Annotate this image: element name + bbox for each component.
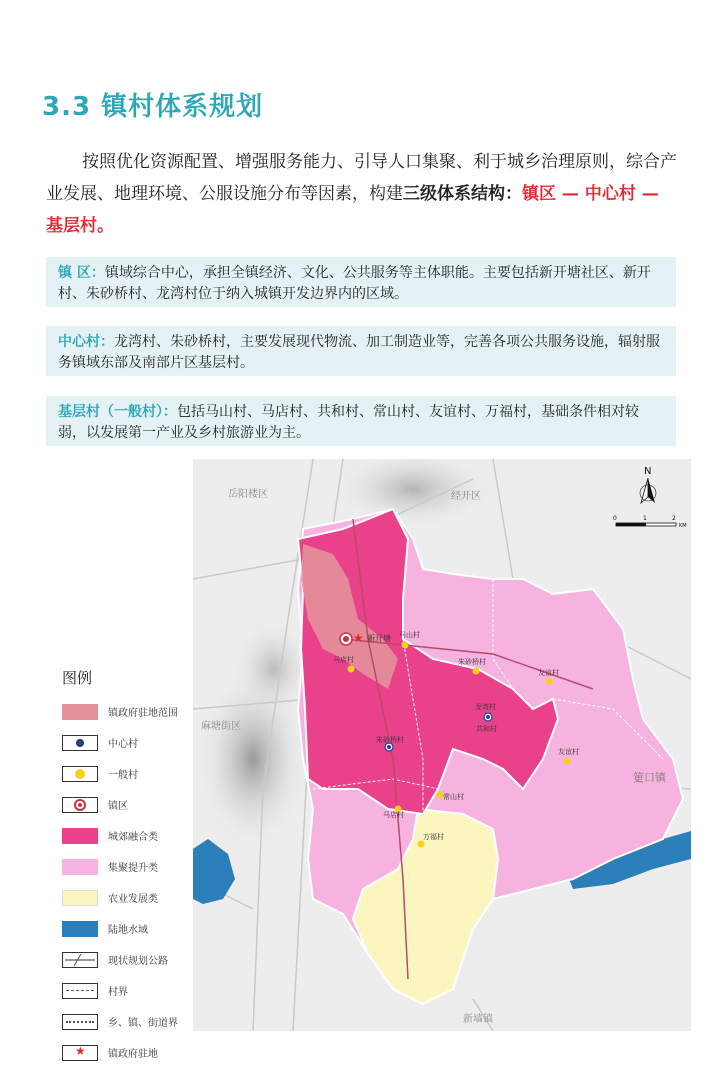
legend-item: 镇政府驻地范围: [62, 696, 202, 727]
legend-item: 现状规划公路: [62, 944, 202, 975]
map-legend: [62, 667, 202, 1068]
legend-swatch: [62, 859, 98, 875]
svg-text:2: 2: [672, 515, 676, 522]
legend-item: 村界: [62, 975, 202, 1006]
legend-item: 城郊融合类: [62, 820, 202, 851]
map-village-label: 朱砂桥村: [376, 736, 404, 744]
legend-swatch: [62, 921, 98, 937]
map-village-label: 马山村: [399, 631, 420, 639]
map-village-label: 常山村: [443, 793, 464, 801]
box-text: 镇域综合中心，承担全镇经济、文化、公共服务等主体职能。主要包括新开塘社区、新开村、朱砂桥村、龙湾村位于纳入城镇开发边界内的区域。: [58, 265, 651, 302]
page-title: 3.3 镇村体系规划: [42, 92, 264, 122]
intro-bold: 三级体系结构：: [403, 184, 522, 204]
legend-swatch: [62, 828, 98, 844]
legend-item: 镇区: [62, 789, 202, 820]
legend-item: ★ 镇政府驻地: [62, 1037, 202, 1068]
region-label: 岳阳楼区: [228, 489, 268, 500]
legend-swatch: [62, 952, 98, 968]
government-star-marker: ★: [353, 631, 364, 645]
legend-item: 一般村: [62, 758, 202, 789]
map-village-label: 共和村: [476, 725, 497, 733]
box-town-area: [46, 257, 676, 307]
legend-item: 农业发展类: [62, 882, 202, 913]
box-text: 龙湾村、朱砂桥村，主要发展现代物流、加工制造业等，完善各项公共服务设施，辐射服务镇域东部及南部片区基层村。: [58, 334, 660, 371]
legend-title: 图例: [62, 669, 93, 687]
legend-swatch: [62, 797, 98, 813]
legend-item: 集聚提升类: [62, 851, 202, 882]
legend-swatch: [62, 766, 98, 782]
svg-text:KM: KM: [679, 523, 687, 529]
svg-text:0: 0: [613, 515, 617, 522]
box-label: 基层村（一般村）：: [58, 404, 177, 420]
legend-item: 乡、镇、街道界: [62, 1006, 202, 1037]
box-label: 镇 区：: [58, 265, 105, 281]
legend-swatch: ★: [62, 1045, 98, 1061]
region-label: 新墙镇: [463, 1014, 493, 1025]
intro-text: 按照优化资源配置、增强服务能力、引导人口集聚、利于城乡治理原则，综合产业发展、地理环境、公服设施分布等因素，构建: [46, 152, 677, 204]
legend-swatch: [62, 983, 98, 999]
map-village-label: 马店村: [383, 811, 404, 819]
town-center-marker: [340, 633, 352, 645]
legend-swatch: [62, 735, 98, 751]
map-village-label: 新开塘: [367, 634, 391, 643]
map-village-label: 友谊村: [538, 669, 559, 677]
svg-text:N: N: [644, 466, 652, 477]
village-system-map: [193, 459, 691, 1031]
map-village-label: 朱砂桥村: [458, 658, 486, 666]
map-village-label: 万福村: [423, 833, 444, 841]
map-svg: [193, 459, 691, 1031]
map-village-label: 马店村: [333, 656, 354, 664]
region-label: 麻塘街区: [201, 721, 241, 732]
box-label: 中心村：: [58, 334, 114, 350]
box-text: 包括马山村、马店村、共和村、常山村、友谊村、万福村，基础条件相对较弱，以发展第一产业及乡村旅游业为主。: [58, 404, 639, 441]
region-label: 筻口镇: [633, 771, 666, 784]
legend-swatch: [62, 704, 98, 720]
map-village-label: 友谊村: [558, 748, 579, 756]
box-basic-village: [46, 396, 676, 446]
svg-text:1: 1: [643, 515, 647, 522]
map-village-label: 龙湾村: [475, 703, 496, 711]
legend-swatch: [62, 890, 98, 906]
intro-red: 镇区 — 中心村 — 基层村。: [46, 184, 659, 236]
box-central-village: [46, 326, 676, 376]
legend-swatch: [62, 1014, 98, 1030]
legend-item: 中心村: [62, 727, 202, 758]
legend-item: 陆地水域: [62, 913, 202, 944]
intro-paragraph: [46, 146, 678, 242]
region-label: 经开区: [451, 491, 481, 502]
